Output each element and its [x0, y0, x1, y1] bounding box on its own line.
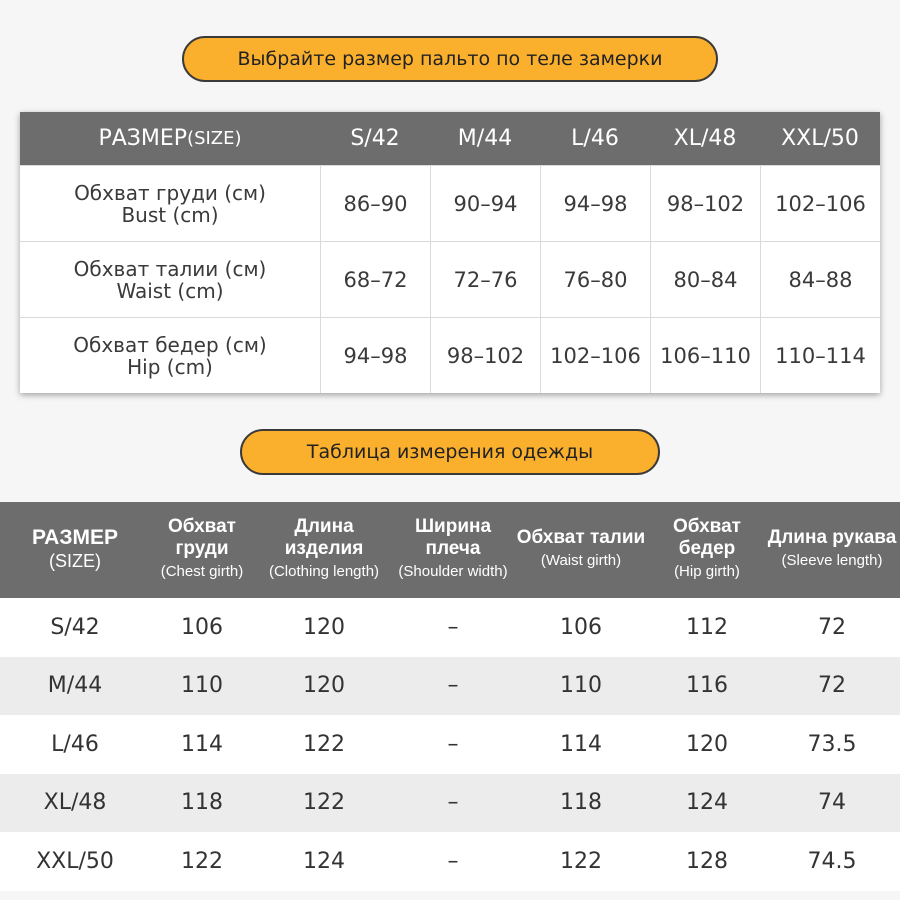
table-cell: 90–94 — [430, 166, 540, 241]
table-cell: 110 — [181, 673, 223, 699]
bust-row — [20, 165, 880, 241]
table-cell: 80–84 — [650, 242, 760, 317]
table-row — [0, 832, 900, 891]
table-cell: 124 — [686, 790, 728, 816]
column-header-size: РАЗМЕР (SIZE) — [32, 526, 118, 571]
table-row — [0, 598, 900, 657]
table-row — [0, 657, 900, 716]
table-cell: 94–98 — [540, 166, 650, 241]
table-cell: 114 — [560, 731, 602, 757]
table-cell: 124 — [303, 848, 345, 874]
column-header-waist: Обхват талии (Waist girth) — [516, 527, 646, 569]
table-cell: 120 — [686, 731, 728, 757]
size-col-xxl: XXL/50 — [781, 126, 859, 151]
size-col-m: M/44 — [457, 126, 513, 151]
table-cell: 72 — [818, 614, 846, 640]
table-cell: XL/48 — [43, 790, 107, 816]
table-cell: 110–114 — [760, 318, 880, 393]
table-cell: 73.5 — [807, 731, 857, 757]
column-header-chest: Обхват груди (Chest girth) — [160, 516, 244, 580]
table-cell: 102–106 — [760, 166, 880, 241]
table-cell: 84–88 — [760, 242, 880, 317]
table-cell: 112 — [686, 614, 728, 640]
size-col-xl: XL/48 — [673, 126, 737, 151]
table-row — [0, 774, 900, 833]
table-cell: 122 — [181, 848, 223, 874]
table-cell: – — [447, 673, 459, 699]
table-cell: 106 — [560, 614, 602, 640]
column-header-hip: Обхват бедер (Hip girth) — [673, 516, 741, 580]
table-cell: 72–76 — [430, 242, 540, 317]
table-cell: 116 — [686, 673, 728, 699]
hip-row — [20, 317, 880, 393]
body-measurement-table — [20, 112, 880, 393]
table-cell: 74.5 — [807, 848, 857, 874]
table-cell: 74 — [818, 790, 846, 816]
table-cell: 76–80 — [540, 242, 650, 317]
row-label: Обхват груди (см) Bust (cm) — [74, 180, 266, 227]
table-cell: 122 — [303, 790, 345, 816]
table-cell: 114 — [181, 731, 223, 757]
table-cell: 68–72 — [320, 242, 430, 317]
table-cell: 120 — [303, 673, 345, 699]
table-cell: 110 — [560, 673, 602, 699]
column-header-shoulder: Ширина плеча (Shoulder width) — [398, 516, 508, 580]
table-row — [0, 715, 900, 774]
table-cell: – — [447, 848, 459, 874]
garment-table-header — [0, 502, 900, 598]
table-cell: 122 — [560, 848, 602, 874]
table-cell: 106 — [181, 614, 223, 640]
table-cell: 128 — [686, 848, 728, 874]
table-cell: 98–102 — [650, 166, 760, 241]
table-cell: – — [447, 790, 459, 816]
table-cell: 94–98 — [320, 318, 430, 393]
table-cell: M/44 — [47, 673, 103, 699]
row-label: Обхват бедер (см) Hip (cm) — [73, 332, 267, 379]
table-cell: 72 — [818, 673, 846, 699]
table-cell: 102–106 — [540, 318, 650, 393]
table-cell: L/46 — [51, 731, 99, 757]
row-label: Обхват талии (см) Waist (cm) — [73, 256, 267, 303]
table-cell: 106–110 — [650, 318, 760, 393]
garment-table-title-pill — [240, 429, 660, 475]
size-guide-title-pill — [182, 36, 718, 82]
waist-row — [20, 241, 880, 317]
garment-measurement-table — [0, 502, 900, 891]
size-guide-title: Выбрайте размер пальто по теле замерки — [237, 48, 663, 70]
size-col-l: L/46 — [571, 126, 619, 151]
table-cell: 98–102 — [430, 318, 540, 393]
table-cell: – — [447, 614, 459, 640]
table-cell: S/42 — [50, 614, 100, 640]
body-table-header — [20, 112, 880, 165]
table-cell: 118 — [181, 790, 223, 816]
column-header-length: Длина изделия (Clothing length) — [268, 516, 380, 580]
size-header: РАЗМЕР (SIZE) — [98, 126, 242, 151]
table-cell: 120 — [303, 614, 345, 640]
garment-table-title: Таблица измерения одежды — [306, 441, 594, 463]
size-col-s: S/42 — [350, 126, 400, 151]
table-cell: 86–90 — [320, 166, 430, 241]
table-cell: XXL/50 — [36, 848, 114, 874]
table-cell: – — [447, 731, 459, 757]
table-cell: 122 — [303, 731, 345, 757]
table-cell: 118 — [560, 790, 602, 816]
column-header-sleeve: Длина рукава (Sleeve length) — [767, 527, 897, 569]
